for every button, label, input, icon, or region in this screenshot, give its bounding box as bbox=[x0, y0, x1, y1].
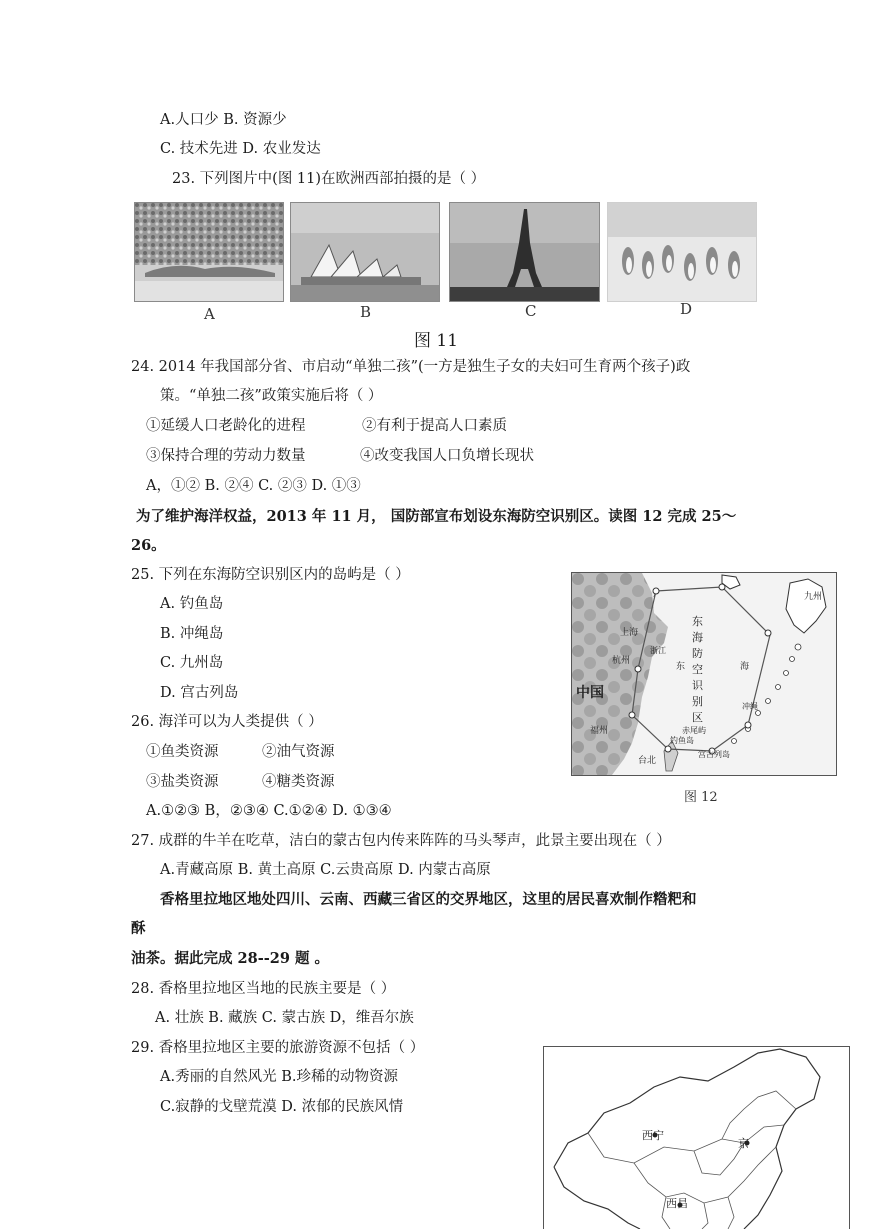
q25-stem: 25. 下列在东海防空识别区内的岛屿是（ ） bbox=[131, 567, 410, 583]
map12-zone-char: 海 bbox=[692, 631, 703, 644]
q27-options: A.青藏高原 B. 黄土高原 C.云贵高原 D. 内蒙古高原 bbox=[160, 862, 491, 878]
passage-shangrila-line2: 酥 bbox=[131, 920, 146, 937]
q24-stem-line1: 24. 2014 年我国部分省、市启动“单独二孩”(一方是独生子女的夫妇可生育两个孩子)政 bbox=[131, 359, 691, 375]
q24-stem-line2: 策。“单独二孩”政策实施后将（ ） bbox=[160, 388, 383, 404]
figure11-caption: 图 11 bbox=[414, 331, 459, 351]
photo-a-harbor bbox=[134, 202, 284, 302]
q28-options: A. 壮族 B. 藏族 C. 蒙古族 D，维吾尔族 bbox=[155, 1010, 414, 1026]
passage-shangrila-line1: 香格里拉地区地处四川、云南、西藏三省区的交界地区，这里的居民喜欢制作糌粑和 bbox=[160, 891, 697, 908]
map12-label-kyushu: 九州 bbox=[804, 592, 823, 602]
map12-label-hangzhou: 杭州 bbox=[612, 656, 631, 666]
china-map-label-beijing: 京 bbox=[738, 1137, 749, 1150]
map12-zone-char: 区 bbox=[692, 711, 703, 724]
map12-zone-char: 别 bbox=[692, 695, 703, 708]
q29-options-ab: A.秀丽的自然风光 B.珍稀的动物资源 bbox=[160, 1069, 398, 1085]
map12-label-okinawa: 冲绳 bbox=[742, 702, 758, 711]
q28-stem: 28. 香格里拉地区当地的民族主要是（ ） bbox=[131, 981, 396, 997]
q24-item-1: ①延缓人口老龄化的进程 bbox=[146, 418, 306, 434]
china-map-figure bbox=[543, 1046, 850, 1229]
china-map-label-xining: 西宁 bbox=[642, 1129, 664, 1142]
q24-item-3: ③保持合理的劳动力数量 bbox=[146, 448, 306, 464]
china-map-label-xichang: 西昌 bbox=[666, 1197, 688, 1210]
map12-label-china: 中国 bbox=[576, 685, 604, 701]
photo-label-d: D bbox=[680, 300, 693, 318]
q24-item-4: ④改变我国人口负增长现状 bbox=[360, 448, 534, 464]
map12-label-hai: 海 bbox=[740, 662, 750, 672]
map12-label-zhejiang: 浙江 bbox=[650, 646, 666, 655]
passage-shangrila-line3: 油茶。据此完成 28--29 题 。 bbox=[131, 950, 330, 967]
q26-item-3: ③盐类资源 bbox=[146, 774, 219, 790]
q25-option-a: A. 钓鱼岛 bbox=[160, 596, 224, 612]
q25-option-b: B. 冲绳岛 bbox=[160, 626, 224, 642]
map12-label-diaoyudao: 钓鱼岛 bbox=[670, 736, 694, 745]
q26-item-4: ④糖类资源 bbox=[262, 774, 335, 790]
q29-options-cd: C.寂静的戈壁荒漠 D. 浓郁的民族风情 bbox=[160, 1099, 404, 1115]
q26-item-2: ②油气资源 bbox=[262, 744, 335, 760]
map12-label-chiweiyu: 赤尾屿 bbox=[682, 726, 706, 735]
q22-options-ab: A.人口少 B. 资源少 bbox=[160, 112, 287, 128]
q29-stem: 29. 香格里拉地区主要的旅游资源不包括（ ） bbox=[131, 1040, 425, 1056]
map12-label-miyako: 宫古列岛 bbox=[698, 750, 730, 759]
map12-zone-char: 防 bbox=[692, 647, 703, 660]
q26-options: A.①②③ B，②③④ C.①②④ D. ①③④ bbox=[146, 803, 392, 819]
figure12-caption: 图 12 bbox=[684, 790, 718, 805]
q25-option-c: C. 九州岛 bbox=[160, 655, 224, 671]
q27-stem: 27. 成群的牛羊在吃草，洁白的蒙古包内传来阵阵的马头琴声，此景主要出现在（ ） bbox=[131, 833, 671, 849]
map12-zone-char: 东 bbox=[692, 615, 703, 628]
photo-d-penguins bbox=[607, 202, 757, 302]
q22-options-cd: C. 技术先进 D. 农业发达 bbox=[160, 141, 321, 157]
passage-adiz-line1: 为了维护海洋权益，2013 年 11 月， 国防部宣布划设东海防空识别区。读图 12 完成 25～ bbox=[136, 508, 737, 525]
map12-zone-char: 空 bbox=[692, 663, 703, 676]
map12-label-fuzhou: 福州 bbox=[590, 726, 609, 736]
photo-c-eiffel-tower bbox=[449, 202, 600, 302]
map12-label-shanghai: 上海 bbox=[620, 628, 639, 638]
photo-label-a: A bbox=[204, 305, 215, 323]
q24-options: A，①② B. ②④ C. ②③ D. ①③ bbox=[146, 478, 361, 494]
photo-label-c: C bbox=[525, 302, 537, 320]
passage-adiz-line2: 26。 bbox=[131, 537, 166, 554]
photo-label-b: B bbox=[360, 303, 372, 321]
photo-b-opera-house bbox=[290, 202, 440, 302]
q25-option-d: D. 宫古列岛 bbox=[160, 685, 239, 701]
map12-label-taibei: 台北 bbox=[638, 756, 657, 766]
figure12-adiz-map bbox=[571, 572, 837, 776]
q26-item-1: ①鱼类资源 bbox=[146, 744, 219, 760]
map12-zone-char: 识 bbox=[692, 679, 703, 692]
q26-stem: 26. 海洋可以为人类提供（ ） bbox=[131, 714, 323, 730]
q24-item-2: ②有利于提高人口素质 bbox=[362, 418, 507, 434]
map12-label-dong: 东 bbox=[676, 662, 686, 672]
q23-stem: 23. 下列图片中(图 11)在欧洲西部拍摄的是（ ） bbox=[172, 171, 486, 187]
